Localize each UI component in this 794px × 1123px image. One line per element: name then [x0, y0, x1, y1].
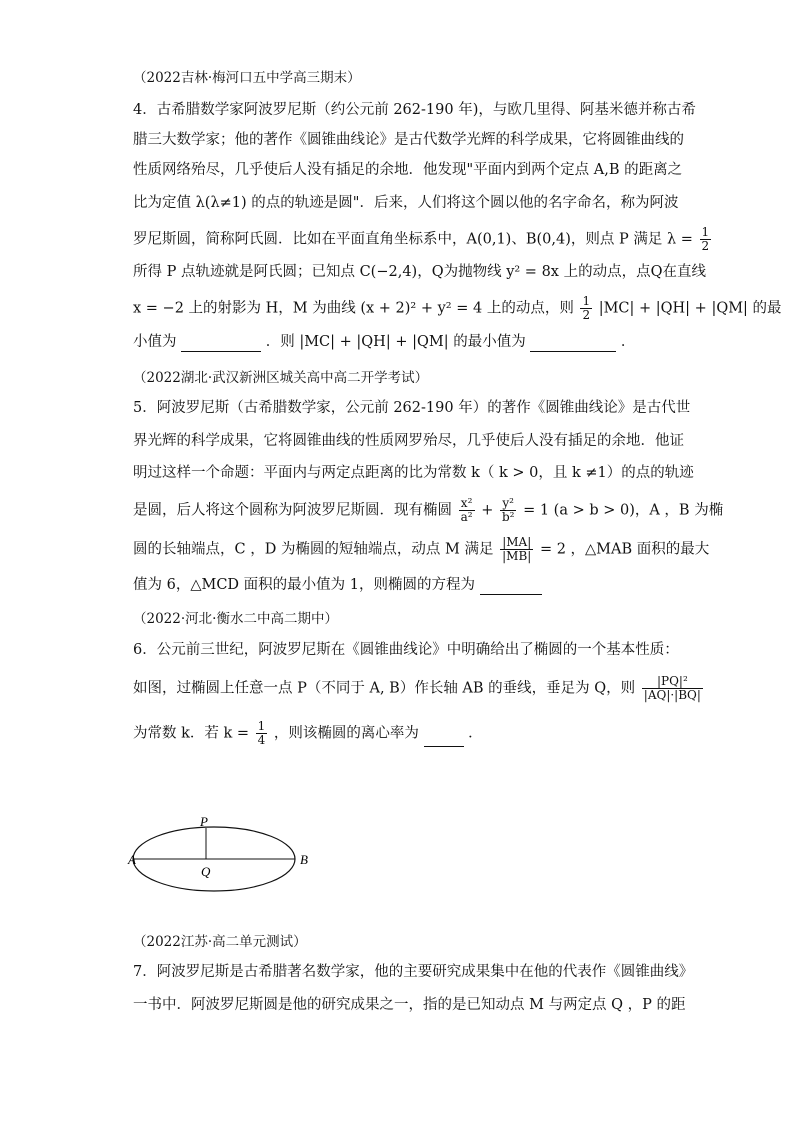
q5-plus: +	[481, 502, 494, 519]
q6-line-2	[133, 675, 705, 702]
q7-line-1: 7．阿波罗尼斯是古希腊著名数学家，他的主要研究成果集中在他的代表作《圆锥曲线》	[133, 964, 694, 980]
fraction-denominator: 2	[582, 308, 591, 322]
q5-line-5-tail: = 2 ，△MAB 面积的最大	[539, 541, 710, 558]
q5-line-4-text: 是圆，后人将这个圆称为阿波罗尼斯圆．现有椭圆	[133, 502, 452, 519]
fraction-numerator: x²	[459, 497, 475, 511]
q6-line-3-mid: ，则该椭圆的离心率为	[273, 725, 419, 742]
q5-line-6-text: 值为 6，△MCD 面积的最小值为 1，则椭圆的方程为	[133, 577, 475, 593]
answer-blank-2[interactable]	[530, 337, 616, 352]
q6-line-1: 6．公元前三世纪，阿波罗尼斯在《圆锥曲线论》中明确给出了椭圆的一个基本性质：	[133, 642, 679, 658]
q5-line-4-tail: = 1 (a > b > 0)，A ，B 为椭	[523, 502, 724, 519]
q7-line-2: 一书中．阿波罗尼斯圆是他的研究成果之一，指的是已知动点 M 与两定点 Q ，P 的距	[133, 997, 686, 1013]
q4-line-7-tail: |MC| + |QH| + |QM| 的最	[598, 300, 782, 317]
q4-line-8-end: ．	[620, 334, 636, 350]
fraction-numerator: 1	[257, 719, 266, 733]
q4-line-4: 比为定值 λ(λ≠1) 的点的轨迹是圆"．后来，人们将这个圆以他的名字命名，称为阿波	[133, 195, 679, 211]
q6-line-3	[133, 720, 483, 747]
q4-line-2: 腊三大数学家；他的著作《圆锥曲线论》是古代数学光辉的科学成果，它将圆锥曲线的	[133, 132, 684, 148]
q4-half-fraction	[580, 295, 592, 322]
fraction-denominator: 4	[257, 733, 266, 747]
fraction-denominator: |AQ|·|BQ|	[643, 688, 701, 702]
fraction-numerator: |PQ|²	[642, 675, 703, 689]
label-a: A	[128, 852, 136, 867]
q6-line-2-text: 如图，过椭圆上任意一点 P（不同于 A, B）作长轴 AB 的垂线，垂足为 Q，则	[133, 680, 636, 697]
answer-blank-4[interactable]	[424, 732, 464, 747]
q5-source: （2022湖北·武汉新洲区城关高中高二开学考试）	[133, 370, 429, 386]
answer-blank-1[interactable]	[181, 337, 261, 352]
q5-line-3: 明过这样一个命题：平面内与两定点距离的比为常数 k（ k > 0，且 k ≠1）的点的轨迹	[133, 465, 694, 481]
q6-ratio-fraction	[642, 675, 703, 702]
q6-line-3-text: 为常数 k．若 k =	[133, 725, 250, 742]
q5-line-6	[133, 575, 542, 595]
fraction-denominator: b²	[501, 510, 515, 524]
label-b: B	[300, 852, 308, 867]
q4-line-5	[133, 226, 713, 253]
q4-lambda-fraction	[700, 226, 712, 253]
q5-fraction-x	[459, 497, 475, 524]
q4-line-6: 所得 P 点轨迹就是阿氏圆；已知点 C(−2,4)，Q为抛物线 y² = 8x 上的动点，点Q在直线	[133, 264, 706, 280]
fraction-denominator: a²	[460, 510, 473, 524]
fraction-denominator: |MB|	[502, 549, 532, 563]
q4-source: （2022吉林·梅河口五中学高三期末）	[133, 70, 361, 86]
q5-line-5-text: 圆的长轴端点，C ，D 为椭圆的短轴端点，动点 M 满足	[133, 541, 494, 558]
q7-source: （2022江苏·高二单元测试）	[133, 934, 307, 950]
q4-line-1: 4．古希腊数学家阿波罗尼斯（约公元前 262-190 年)，与欧几里得、阿基米德并称古希	[133, 102, 696, 118]
q5-line-5	[133, 536, 709, 563]
q4-line-7-text: x = −2 上的射影为 H，M 为曲线 (x + 2)² + y² = 4 上的动点，则	[133, 300, 574, 317]
q5-line-1: 5．阿波罗尼斯（古希腊数学家，公元前 262-190 年）的著作《圆锥曲线论》是古代世	[133, 400, 691, 416]
q6-source: （2022·河北·衡水二中高二期中）	[133, 611, 338, 627]
q6-k-fraction	[256, 720, 268, 747]
fraction-numerator: 1	[701, 225, 710, 239]
label-p: P	[200, 814, 208, 829]
fraction-numerator: |MA|	[500, 536, 533, 550]
q4-line-3: 性质网络殆尽，几乎使后人没有插足的余地．他发现"平面内到两个定点 A,B 的距离之	[133, 162, 683, 178]
q6-line-3-end: ．	[468, 725, 483, 742]
q4-line-7	[133, 295, 782, 322]
q4-line-5-text: 罗尼斯圆，简称阿氏圆．比如在平面直角坐标系中，A(0,1)、B(0,4)，则点 P 满足 λ =	[133, 231, 693, 248]
fraction-numerator: y²	[500, 497, 517, 511]
ellipse-figure	[128, 814, 330, 896]
q5-line-2: 界光辉的科学成果，它将圆锥曲线的性质网罗殆尽，几乎使后人没有插足的余地．他证	[133, 433, 684, 449]
q4-line-8-text: 小值为	[133, 334, 177, 350]
answer-blank-3[interactable]	[480, 580, 542, 595]
label-q: Q	[201, 864, 211, 879]
q5-fraction-y	[500, 497, 517, 524]
q5-ratio-fraction	[500, 536, 533, 563]
fraction-denominator: 2	[701, 239, 710, 253]
q4-line-8	[133, 332, 635, 352]
q4-line-8-mid: ．则 |MC| + |QH| + |QM| 的最小值为	[265, 334, 526, 350]
q5-line-4	[133, 497, 723, 524]
fraction-numerator: 1	[582, 294, 591, 308]
